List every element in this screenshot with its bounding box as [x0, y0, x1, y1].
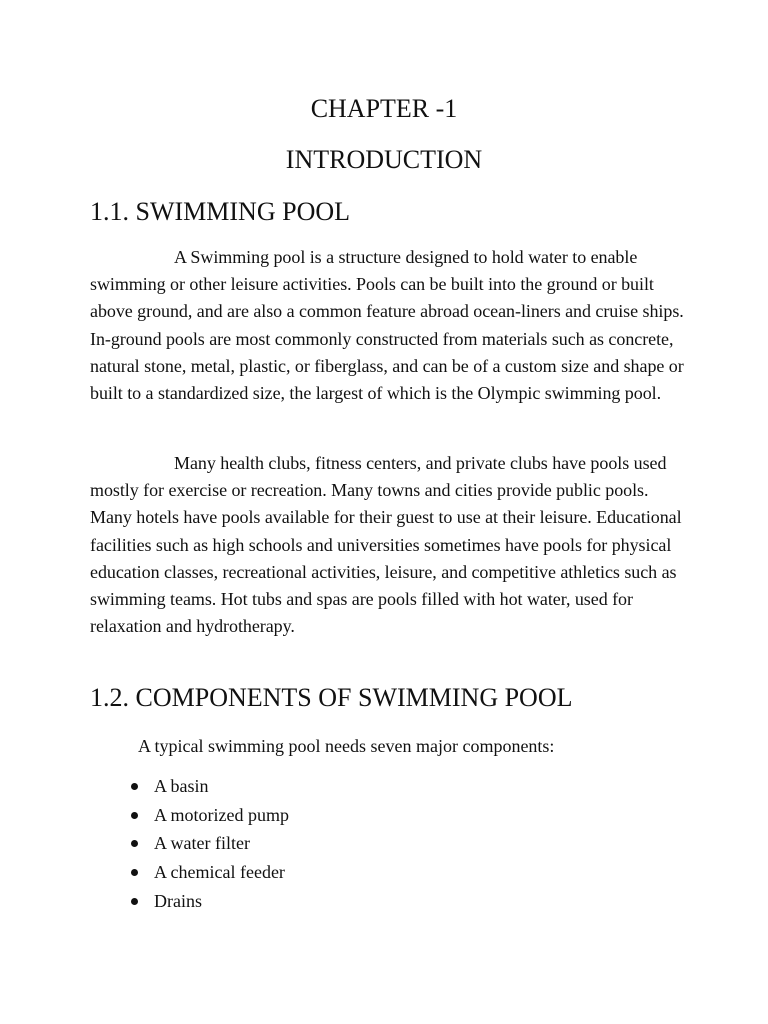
components-list [154, 772, 289, 916]
bullet-icon [131, 869, 138, 876]
list-item-text: A chemical feeder [154, 862, 285, 883]
list-item-text: A basin [154, 776, 209, 796]
list-item [154, 801, 289, 830]
list-item [154, 858, 289, 887]
list-item [154, 887, 289, 916]
section-heading-swimming-pool: 1.1. SWIMMING POOL [90, 197, 350, 226]
list-item [154, 772, 289, 801]
bullet-icon [131, 898, 138, 905]
chapter-title: CHAPTER -1 [310, 94, 458, 123]
list-item-text: Drains [154, 890, 202, 911]
components-intro: A typical swimming pool needs seven major components: [138, 736, 555, 756]
paragraph-uses: Many health clubs, fitness centers, and private clubs have pools used mostly for exercise or recreation. Many towns and cities provide public pools. Many hotels have pools available for their guest to use at their leisure. Educational facilities such as high schools and universities sometimes have pools for physical education classes, recreational activities, leisure, and competitive athletics such as swimming teams. Hot tubs and spas are pools filled with hot water, used for relaxation and hydrotherapy. [90, 453, 682, 637]
list-item [154, 829, 289, 858]
chapter-subtitle: INTRODUCTION [285, 145, 483, 174]
list-item-text: A motorized pump [154, 804, 289, 825]
bullet-icon [131, 812, 138, 819]
bullet-icon [131, 840, 138, 847]
paragraph-definition: A Swimming pool is a structure designed to hold water to enable swimming or other leisure activities. Pools can be built into the ground or built above ground, and are also a common feature abroad ocean-liners and cruise ships. In-ground pools are most commonly constructed from materials such as concrete, natural stone, metal, plastic, or fiberglass, and can be of a custom size and shape or built to a standardized size, the largest of which is the Olympic swimming pool. [90, 247, 684, 404]
section-heading-components: 1.2. COMPONENTS OF SWIMMING POOL [90, 683, 573, 712]
bullet-icon [131, 783, 138, 790]
list-item-text: A water filter [154, 833, 250, 854]
